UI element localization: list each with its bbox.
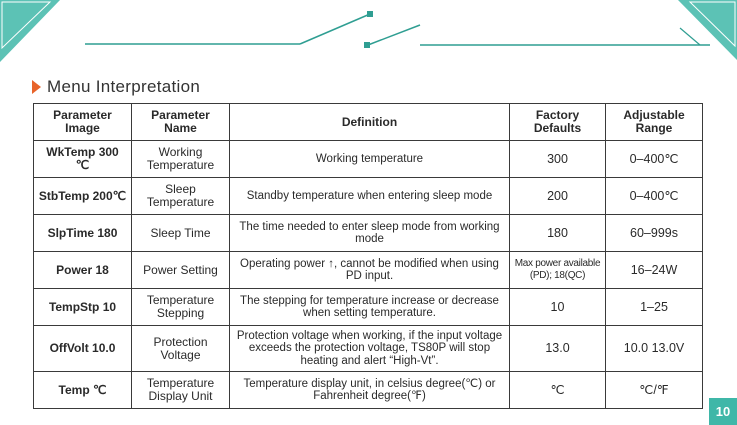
left-corner-triangle bbox=[0, 0, 60, 62]
circuit-node-mid bbox=[364, 42, 370, 48]
cell-parameter-name: Protection Voltage bbox=[132, 326, 230, 372]
header-parameter-image: Parameter Image bbox=[34, 104, 132, 141]
cell-factory-default: Max power available (PD); 18(QC) bbox=[510, 252, 606, 289]
cell-definition: The time needed to enter sleep mode from working mode bbox=[230, 215, 510, 252]
cell-definition: Standby temperature when entering sleep mode bbox=[230, 178, 510, 215]
cell-adjustable-range: 60–999s bbox=[606, 215, 703, 252]
table-row bbox=[34, 178, 703, 215]
circuit-line-right-diag bbox=[680, 28, 700, 45]
section-title: Menu Interpretation bbox=[47, 77, 201, 96]
cell-factory-default: ℃ bbox=[510, 372, 606, 409]
header-adjustable-range: Adjustable Range bbox=[606, 104, 703, 141]
header-definition: Definition bbox=[230, 104, 510, 141]
cell-definition: Temperature display unit, in celsius degree(℃) or Fahrenheit degree(℉) bbox=[230, 372, 510, 409]
menu-parameter-table bbox=[33, 103, 703, 409]
cell-adjustable-range: 0–400℃ bbox=[606, 141, 703, 178]
right-corner-triangle bbox=[678, 0, 737, 60]
cell-factory-default: 300 bbox=[510, 141, 606, 178]
cell-parameter-image: SlpTime 180 bbox=[34, 215, 132, 252]
table-row bbox=[34, 289, 703, 326]
cell-factory-default: 180 bbox=[510, 215, 606, 252]
cell-adjustable-range: 0–400℃ bbox=[606, 178, 703, 215]
cell-parameter-name: Temperature Display Unit bbox=[132, 372, 230, 409]
cell-adjustable-range: 10.0 13.0V bbox=[606, 326, 703, 372]
cell-factory-default: 13.0 bbox=[510, 326, 606, 372]
cell-parameter-image: Power 18 bbox=[34, 252, 132, 289]
cell-definition: The stepping for temperature increase or decrease when setting temperature. bbox=[230, 289, 510, 326]
cell-factory-default: 10 bbox=[510, 289, 606, 326]
cell-parameter-name: Sleep Time bbox=[132, 215, 230, 252]
cell-parameter-image: Temp ℃ bbox=[34, 372, 132, 409]
header-decoration bbox=[0, 0, 737, 70]
table-header-row bbox=[34, 104, 703, 141]
cell-parameter-name: Sleep Temperature bbox=[132, 178, 230, 215]
cell-parameter-image: StbTemp 200℃ bbox=[34, 178, 132, 215]
section-heading bbox=[32, 76, 200, 98]
circuit-node-top bbox=[367, 11, 373, 17]
table-row bbox=[34, 141, 703, 178]
cell-parameter-image: WkTemp 300 ℃ bbox=[34, 141, 132, 178]
table-row bbox=[34, 326, 703, 372]
table-row bbox=[34, 372, 703, 409]
cell-parameter-image: OffVolt 10.0 bbox=[34, 326, 132, 372]
header-factory-defaults: Factory Defaults bbox=[510, 104, 606, 141]
cell-adjustable-range: 1–25 bbox=[606, 289, 703, 326]
cell-definition: Operating power ↑, cannot be modified when using PD input. bbox=[230, 252, 510, 289]
cell-parameter-name: Temperature Stepping bbox=[132, 289, 230, 326]
cell-definition: Working temperature bbox=[230, 141, 510, 178]
page-number-badge: 10 bbox=[709, 398, 737, 425]
cell-definition: Protection voltage when working, if the input voltage exceeds the protection voltage, TS80P will stop heating and alert “High-Vt”. bbox=[230, 326, 510, 372]
cell-parameter-name: Power Setting bbox=[132, 252, 230, 289]
cell-adjustable-range: 16–24W bbox=[606, 252, 703, 289]
table-row bbox=[34, 215, 703, 252]
cell-factory-default: 200 bbox=[510, 178, 606, 215]
cell-parameter-image: TempStp 10 bbox=[34, 289, 132, 326]
circuit-line-diagonal bbox=[300, 14, 370, 44]
header-parameter-name: Parameter Name bbox=[132, 104, 230, 141]
cell-parameter-name: Working Temperature bbox=[132, 141, 230, 178]
bullet-arrow-icon bbox=[32, 80, 41, 94]
circuit-line-diagonal-2 bbox=[368, 25, 420, 45]
table-row bbox=[34, 252, 703, 289]
cell-adjustable-range: ℃/℉ bbox=[606, 372, 703, 409]
